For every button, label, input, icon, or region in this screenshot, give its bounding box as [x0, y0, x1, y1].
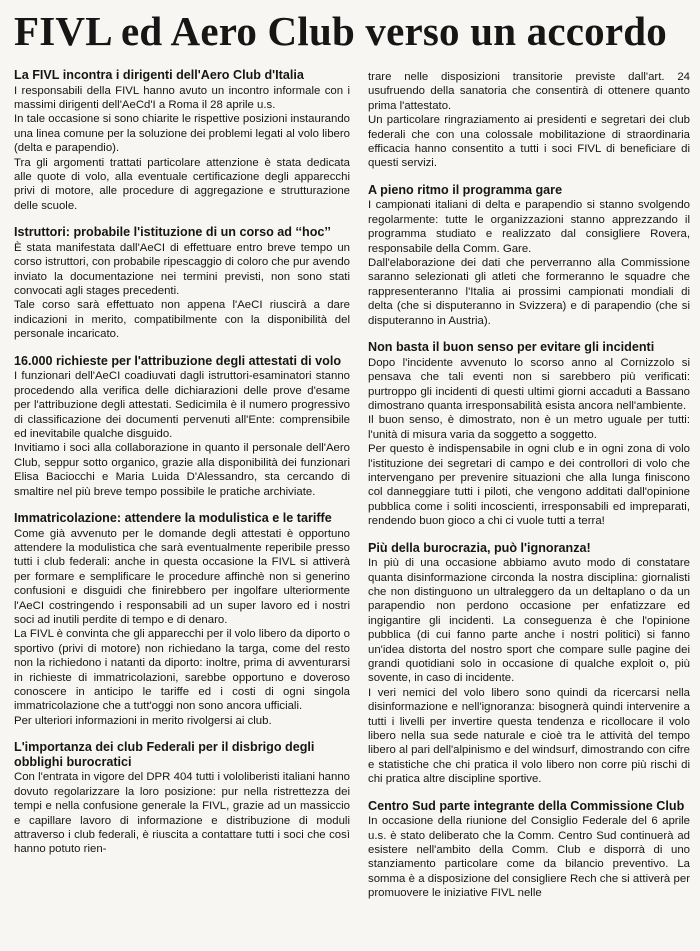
paragraph: I responsabili della FIVL hanno avuto un incontro informale con i massimi dirigenti dell'AeCd'I a Roma il 28 aprile u.s. [14, 84, 350, 111]
paragraph: Invitiamo i soci alla collaborazione in quanto il personale dell'Aero Club, seppur sotto organico, grazie alla disponibilità dei funzionari Elisa Baciocchi e Maria Luida D'Alessandro, sta cercando di smaltire nel più breve tempo possibile le pratiche archiviate. [14, 442, 350, 498]
paragraph: In occasione della riunione del Consiglio Federale del 6 aprile u.s. è stato deliberato che la Comm. Centro Sud continuerà ad esistere nell'ambito della Comm. Club e disporrà di uno stanziamento particolare come da bilancio preventivo. La somma è a disposizione del consigliere Rech che si attiverà per promuovere le iniziative FIVL nelle [368, 815, 690, 900]
right-column [368, 70, 690, 951]
article-section [14, 740, 350, 857]
section-heading: A pieno ritmo il programma gare [368, 182, 563, 197]
paragraph: Come già avvenuto per le domande degli attestati è opportuno attendere la modulistica che sarà eventualmente reperibile presso tutti i club federali: anche in questa occasione la FIVL si attiverà per formare e semplificare le procedure affinchè non si generino confusioni e disguidi che finirebbero per ingolfare ulteriormente l'AeCI costringendo i responsabili ad un super lavoro ed i nostri soci ad inutili perdite di tempo e di denaro. [14, 527, 350, 626]
section-heading: Non basta il buon senso per evitare gli incidenti [368, 340, 655, 355]
paragraph: Tra gli argomenti trattati particolare attenzione è stata dedicata alle quote di volo, alla eventuale certificazione degli apparecchi privi di motore, alle procedure di aggregazione e strutturazione delle scuole. [14, 156, 350, 212]
paragraph: È stata manifestata dall'AeCI di effettuare entro breve tempo un corso istruttori, con probabile ripescaggio di coloro che pur avendo inviato la documentazione nei termini previsti, non sono stati convocati agli stages precedenti. [14, 241, 350, 298]
paragraph: Per questo è indispensabile in ogni club e in ogni zona di volo l'istituzione dei segretari di campo e dei controllori di volo che intervengano per prevenire situazioni che alla lunga finiscono col danneggiare tutti i piloti, che vengono additati dall'opinione pubblica come i soliti incoscienti, irresponsabili ed impreparati, rendendo buon gioco a chi ci vuole tutti a terra! [368, 443, 690, 528]
section-heading: Centro Sud parte integrante della Commissione Club [368, 798, 685, 813]
page-title: FIVL ed Aero Club verso un accordo [14, 8, 667, 54]
paragraph: Per ulteriori informazioni in merito rivolgersi ai club. [14, 714, 272, 727]
article-section-continued [368, 70, 690, 171]
paragraph: Il buon senso, è dimostrato, non è un metro uguale per tutti: l'unità di misura varia da soggetto a soggetto. [368, 414, 690, 441]
article-section [14, 511, 350, 728]
article-section [14, 354, 350, 499]
paragraph: I campionati italiani di delta e parapendio si stanno svolgendo regolarmente: tutte le organizzazioni stanno apprezzando il programma studiato e realizzato dal consigliere Rovera, responsabile della Comm. Gare. [368, 199, 690, 255]
paragraph: In più di una occasione abbiamo avuto modo di constatare quanta disinformazione circonda la nostra disciplina: giornalisti che non distinguono un ultraleggero da un deltaplano o da un parapendio non perdono occasione per enfatizzare ed ingigantire gli incidenti. La conseguenza è che l'opinione pubblica (di cui fanno parte anche i nostri politici) si fanno un'idea distorta del nostro sport che compare sulle pagine dei grandi quotidiani solo in occasione di qualche exploit o, più sovente, in caso di incidente. [368, 557, 690, 685]
section-heading: Istruttori: probabile l'istituzione di un corso ad ‘‘hoc’’ [14, 225, 331, 240]
paragraph: Dopo l'incidente avvenuto lo scorso anno al Cornizzolo si pensava che tali eventi non si sarebbero più verificati: purtroppo gli incidenti di questi ultimi giorni accaduti a Bassano dimostrano quanta irresponsabilità esista ancora nell'ambiente. [368, 356, 690, 412]
section-heading: La FIVL incontra i dirigenti dell'Aero Club d'Italia [14, 68, 304, 82]
paragraph: I veri nemici del volo libero sono quindi da ricercarsi nella disinformazione e nell'ignoranza: bisognerà quindi intervenire a tutti i livelli per invertire questa tendenza e ricollocare il volo libero nella sua sede naturale e cioè tra le attività del tempo libero al pari dell'alpinismo e del windsurf, dimostrando con cifre e statistiche che chi pratica il volo libero non corre più rischi di chi pratica altre discipline sportive. [368, 686, 690, 786]
paragraph: In tale occasione si sono chiarite le rispettive posizioni instaurando una linea comune per la soluzione dei problemi legati al volo libero (delta e parapendio). [14, 113, 350, 155]
paragraph: Un particolare ringraziamento ai presidenti e segretari dei club federali che con una colossale mobilitazione di straordinaria efficacia hanno consentito a tutti i soci FIVL di beneficiare di questi servizi. [368, 114, 690, 170]
section-heading: 16.000 richieste per l'attribuzione degli attestati di volo [14, 353, 342, 368]
section-heading: L'importanza dei club Federali per il disbrigo degli obblighi burocratici [14, 740, 315, 769]
article-section [14, 68, 350, 213]
article-section [368, 340, 690, 528]
section-heading: Più della burocrazia, può l'ignoranza! [368, 540, 591, 555]
article-section [368, 183, 690, 328]
paragraph: La FIVL è convinta che gli apparecchi per il volo libero da diporto o sportivo (privi di motore) non richiedano la targa, come del resto non la richiedono i natanti da diporto: inoltre, prima di avventurarsi in richieste di immatricolazioni, sarebbe opportuno e doveroso conoscere in anticipo le tariffe ed i costi di ogni singola immatricolazione che a tutt'oggi non sono ancora ufficiali. [14, 628, 350, 713]
section-heading: Immatricolazione: attendere la modulistica e le tariffe [14, 510, 332, 525]
article-section [368, 541, 690, 787]
article-section [14, 225, 350, 341]
left-column [14, 66, 350, 951]
paragraph: Tale corso sarà effettuato non appena l'AeCI riuscirà a dare indicazioni in merito, compatibilmente con la disponibilità del personale incaricato. [14, 299, 350, 341]
paragraph: trare nelle disposizioni transitorie previste dall'art. 24 usufruendo della sanatoria che consentirà di ottenere quanto prima l'attestato. [368, 71, 690, 112]
paragraph: Con l'entrata in vigore del DPR 404 tutti i vololiberisti italiani hanno dovuto regolarizzare la loro posizione: pur nella ristrettezza dei tempi e nella confusione generale la FIVL, grazie ad un massiccio e capillare lavoro di informazione e distribuzione di moduli attraverso i club federali, è riuscita a contattare tutti i soci che così hanno potuto rien- [14, 771, 350, 856]
article-section [368, 799, 690, 901]
paragraph: I funzionari dell'AeCI coadiuvati dagli istruttori-esaminatori stanno procedendo alla verifica delle dichiarazioni delle prove d'esame per l'attribuzione degli attestati. Sedicimila è il numero progressivo di classificazione dei documenti pervenuti all'Ente: comprensibile ed inevitabile qualche disguido. [14, 370, 350, 440]
paragraph: Dall'elaborazione dei dati che perverranno alla Commissione saranno selezionati gli atleti che formeranno le squadre che rappresenteranno l'Italia ai prossimi campionati mondiali di delta (che si disputeranno in Svizzera) e di parapendio (che si disputeranno in Austria). [368, 257, 690, 327]
